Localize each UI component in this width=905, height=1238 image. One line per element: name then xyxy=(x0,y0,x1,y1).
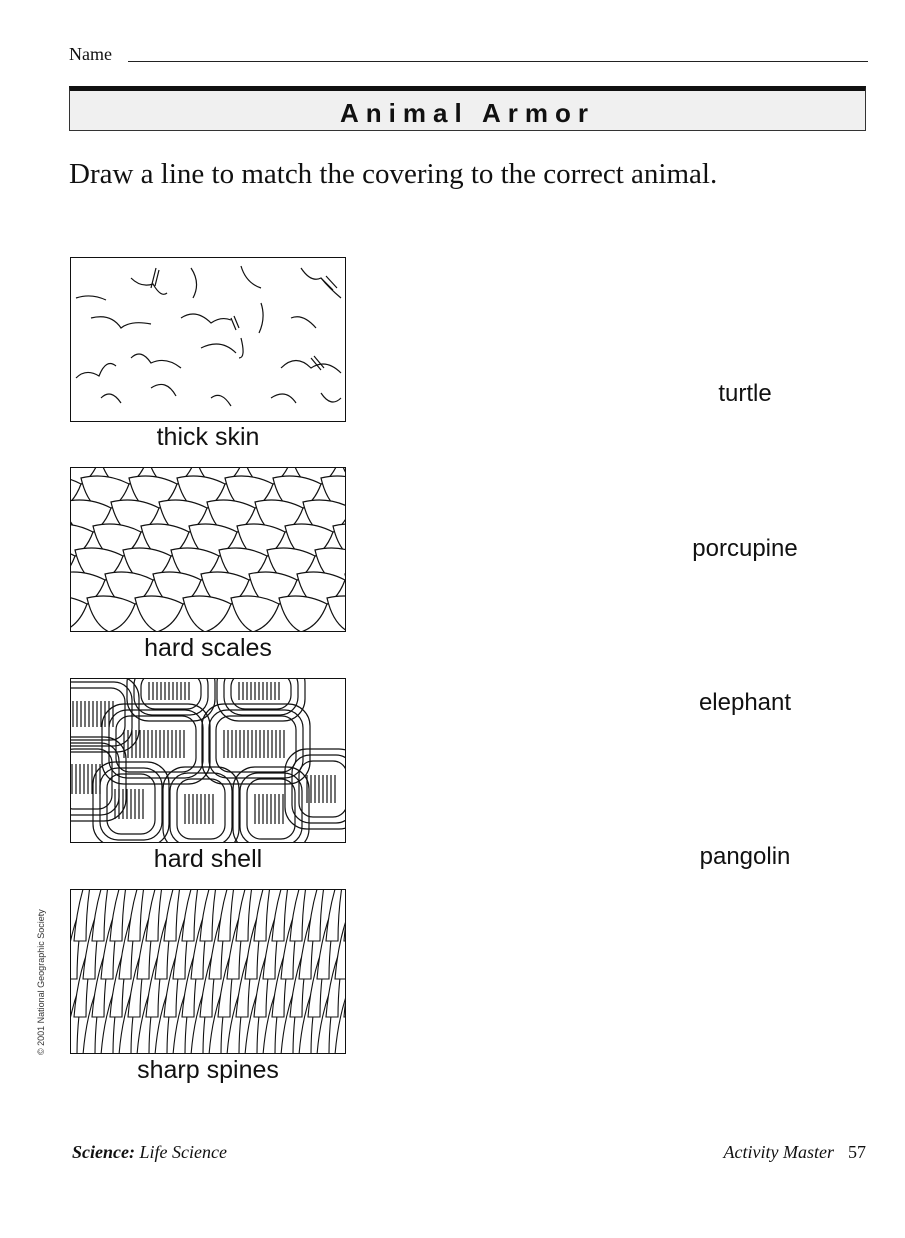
name-write-line[interactable] xyxy=(128,61,868,62)
caption-thick-skin: thick skin xyxy=(156,423,260,451)
footer-subject xyxy=(72,1142,227,1163)
animal-pangolin[interactable]: pangolin xyxy=(699,843,791,870)
footer-series: Activity Master xyxy=(723,1142,834,1162)
animal-turtle[interactable]: turtle xyxy=(718,380,772,407)
footer-topic: Life Science xyxy=(139,1142,227,1162)
instruction-text: Draw a line to match the covering to the correct animal. xyxy=(69,158,718,190)
animal-porcupine[interactable]: porcupine xyxy=(692,535,798,562)
title-bar xyxy=(69,86,866,131)
sharp-spines-illustration[interactable] xyxy=(70,889,346,1054)
copyright-notice: © 2001 National Geographic Society xyxy=(36,909,46,1055)
name-label: Name xyxy=(69,44,112,64)
page-title: Animal Armor xyxy=(340,98,595,128)
thick-skin-illustration[interactable] xyxy=(70,257,346,422)
hard-shell-illustration[interactable] xyxy=(70,678,346,843)
caption-sharp-spines: sharp spines xyxy=(137,1056,279,1084)
page-number: 57 xyxy=(848,1142,866,1162)
caption-hard-scales: hard scales xyxy=(144,634,272,662)
footer-subject-label: Science: xyxy=(72,1142,135,1162)
footer-page-info xyxy=(724,1142,866,1163)
caption-hard-shell: hard shell xyxy=(153,845,263,873)
animal-elephant[interactable]: elephant xyxy=(698,689,792,716)
hard-scales-illustration[interactable] xyxy=(70,467,346,632)
